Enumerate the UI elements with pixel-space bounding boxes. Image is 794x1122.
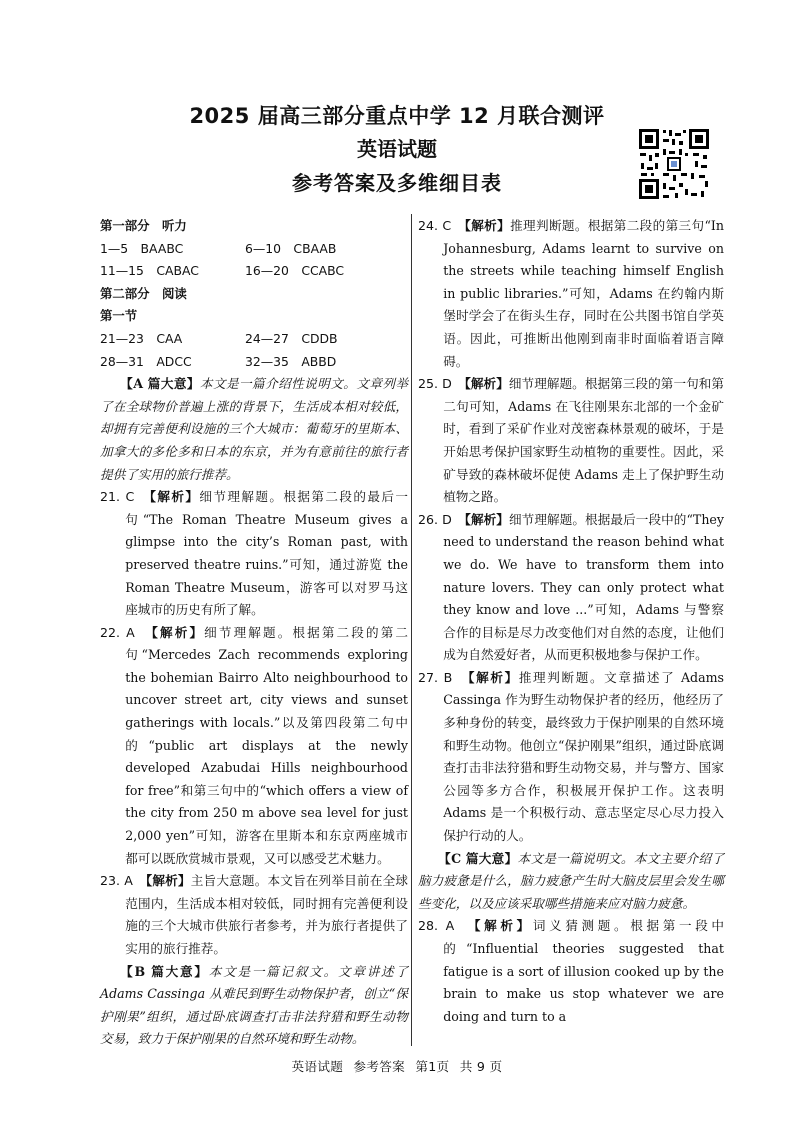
analysis-tag: 【解析】 [151, 624, 205, 640]
answer-group: 28—31 ADCC [100, 353, 192, 369]
explanation-28 [418, 915, 724, 1028]
analysis-tag: 【解析】 [468, 669, 519, 685]
document-subtitle: 参考答案及多维细目表 [292, 171, 502, 195]
explanation-27 [418, 667, 724, 848]
explanation-26 [418, 509, 724, 667]
passage-c-text: 本文是一篇说明文。本文主要介绍了脑力疲惫是什么，脑力疲惫产生时大脑皮层里会发生哪些变化，以及应该采取哪些措施来应对脑力疲惫。 [418, 850, 724, 911]
passage-a-label: 【A 篇大意】 [120, 376, 200, 392]
passage-c-label: 【C 篇大意】 [438, 850, 518, 866]
question-number: 23. A [100, 873, 133, 889]
passage-b-summary [100, 961, 408, 1051]
section1-heading: 第一节 [100, 308, 138, 324]
footer-total: 共 9 页 [459, 1059, 503, 1074]
answer-group: 11—15 CABAC [100, 263, 199, 279]
answer-row [100, 238, 408, 261]
explanation-text: 细节理解题。根据第二段的第二句“Mercedes Zach recommends exploring the bohemian Bairro Alto neighbourhood to uncover street art, city views and sunset gatherings with locals.”以及第四段第二句中的“public art displays at the newly developed Azabudai Hills neighbourhood for free”和第三句中的“which offers a view of the city from 250 m above sea level for just 2,000 yen”可知，游客在里斯本和东京两座城市都可以既欣赏城市景观，又可以感受艺术魅力。 [125, 624, 409, 866]
question-number: 24. C [418, 218, 452, 233]
question-number: 25. D [418, 376, 452, 392]
subject-title: 英语试题 [357, 137, 437, 161]
answer-group: 1—5 BAABC [100, 240, 184, 256]
explanation-24 [418, 215, 724, 373]
page-title: 2025 届高三部分重点中学 12 月联合测评 [189, 104, 605, 128]
passage-a-text: 本文是一篇介绍性说明文。文章列举了在全球物价普遍上涨的背景下，生活成本相对较低，却拥有完善便利设施的三个大城市：葡萄牙的里斯本、加拿大的多伦多和日本的东京，并为有意前往的旅行者提供了实用的旅行推荐。 [100, 376, 409, 482]
answer-group: 24—27 CDDB [245, 330, 338, 346]
question-number: 27. B [418, 669, 453, 685]
explanation-text: 细节理解题。根据第二段的最后一句“The Roman Theatre Museum gives a glimpse into the city’s Roman past, with preserved theatre ruins.”可知，通过游览 the Roman Theatre Museum，游客可以对罗马这座城市的历史有所了解。 [125, 489, 409, 618]
footer-subject: 英语试题 [291, 1059, 344, 1074]
qr-code-icon [637, 127, 711, 201]
analysis-tag: 【解析】 [464, 218, 511, 233]
part1-heading: 第一部分 听力 [100, 218, 187, 233]
analysis-tag: 【解析】 [464, 376, 509, 392]
right-column [418, 215, 724, 1028]
answer-group: 21—23 CAA [100, 330, 183, 346]
answer-row [100, 351, 408, 374]
explanation-text: 主旨大意题。本文旨在列举目前在全球范围内，生活成本相对较低，同时拥有完善便利设施的三个大城市供旅行者参考，并为旅行者提供了实用的旅行推荐。 [125, 873, 409, 956]
passage-c-summary [418, 848, 724, 916]
passage-b-label: 【B 篇大意】 [120, 963, 209, 979]
analysis-tag: 【解析】 [145, 873, 191, 889]
analysis-tag: 【解析】 [474, 918, 533, 934]
footer-kind: 参考答案 [353, 1059, 405, 1074]
left-column [100, 215, 408, 1051]
explanation-23 [100, 870, 408, 960]
part2-heading: 第二部分 阅读 [100, 285, 187, 301]
question-number: 26. D [418, 511, 452, 527]
explanation-21 [100, 486, 408, 622]
column-divider [411, 214, 412, 1046]
answer-group: 32—35 ABBD [245, 353, 337, 369]
explanation-text: 细节理解题。根据第三段的第一句和第二句可知，Adams 在飞往刚果东北部的一个金矿时，看到了采矿作业对茂密森林景观的破坏，于是开始思考保护国家野生动植物的重要性。因此，采矿导致的森林破坏促使 Adams 走上了保护野生动植物之路。 [443, 376, 725, 505]
explanation-text: 推理判断题。文章描述了 Adams Cassinga 作为野生动物保护者的经历，他经历了多种身份的转变，最终致力于保护刚果的自然环境和野生动物。他创立“保护刚果”组织，通过卧底调查打击非法狩猎和野生动物交易，并与警方、国家公园等多方合作，积极展开保护工作。这表明 Adams 是一个积极行动、意志坚定尽心尽力投入保护行动的人。 [443, 669, 725, 844]
answer-row [100, 328, 408, 351]
explanation-text: 词义猜测题。根据第一段中的“Influential theories suggested that fatigue is a sort of illusion cooked up by the brain to make us stop whatever we are doing and turn to a [443, 918, 725, 1024]
analysis-tag: 【解析】 [149, 489, 200, 505]
passage-a-summary [100, 373, 408, 486]
question-number: 21. C [100, 489, 135, 505]
answer-row [100, 260, 408, 283]
explanation-22 [100, 622, 408, 871]
explanation-25 [418, 373, 724, 509]
analysis-tag: 【解析】 [464, 511, 509, 527]
explanation-text: 推理判断题。根据第二段的第三句“In Johannesburg, Adams learnt to survive on the streets while teaching himself English in public libraries.”可知，Adams 在约翰内斯堡时学会了在街头生存，同时在公共图书馆自学英语。因此，可推断出他刚到南非时面临着语言障碍。 [443, 218, 725, 369]
question-number: 28. A [418, 918, 455, 934]
explanation-text: 细节理解题。根据最后一段中的“They need to understand the reason behind what we do. We have to transform them into nature lovers. They can only protect what they know and love ...”可知，Adams 与警察合作的目标是尽力改变他们对自然的态度，让他们成为自然爱好者，从而更积极地参与保护工作。 [443, 511, 724, 663]
answer-group: 6—10 CBAAB [245, 240, 337, 256]
answer-group: 16—20 CCABC [245, 263, 345, 279]
question-number: 22. A [100, 624, 135, 640]
passage-b-text: 本文是一篇记叙文。文章讲述了 Adams Cassinga 从难民到野生动物保护者，创立“保护刚果”组织，通过卧底调查打击非法狩猎和野生动物交易，致力于保护刚果的自然环境和野生动物。 [100, 963, 409, 1047]
footer-page: 第1页 [415, 1059, 450, 1074]
page-footer [0, 1056, 794, 1075]
